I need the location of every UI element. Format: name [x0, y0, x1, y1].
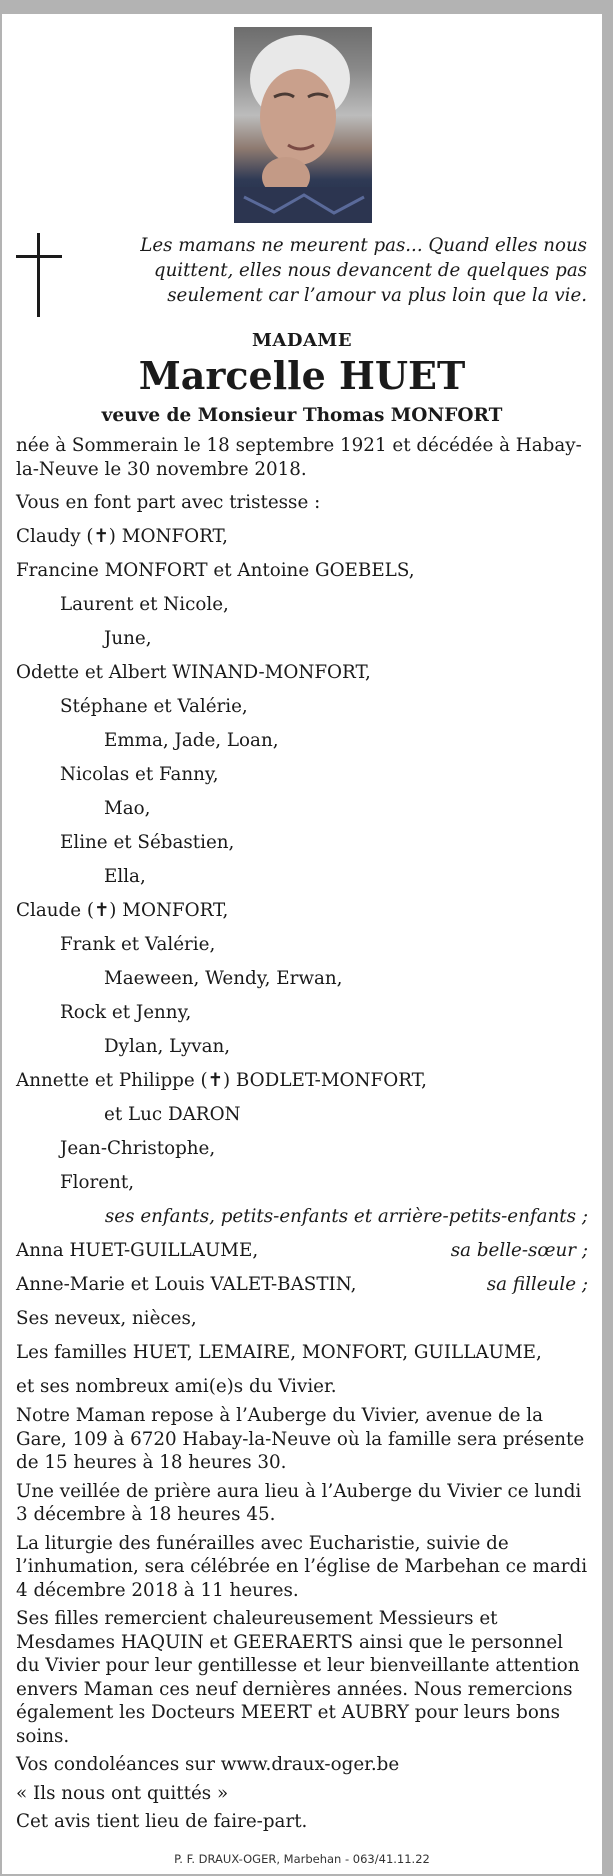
family-line: Claude (✝) MONFORT, [16, 900, 229, 921]
paragraph-thanks: Ses filles remercient chaleureusement Messieurs et Mesdames HAQUIN et GEERAERTS ainsi que le personnel du Vivier pour leur gentillesse et leur bienveillante attention envers Maman ces neuf dernières années. Nous remercions également les Docteurs MEERT et AUBRY pour leurs bons soins. [16, 1608, 580, 1747]
family-line: June, [104, 628, 152, 649]
relation-name: Anne-Marie et Louis VALET-BASTIN, [16, 1274, 357, 1295]
family-line: Emma, Jade, Loan, [104, 730, 279, 751]
birth-death-text: née à Sommerain le 18 septembre 1921 et décédée à Habay-la-Neuve le 30 novembre 2018. [16, 435, 582, 480]
others-line: et ses nombreux ami(e)s du Vivier. [16, 1376, 337, 1397]
family-line: Maeween, Wendy, Erwan, [104, 968, 343, 989]
family-line: Annette et Philippe (✝) BODLET-MONFORT, [16, 1070, 427, 1091]
family-line: Eline et Sébastien, [60, 832, 235, 853]
quote-line: Les mamans ne meurent pas... Quand elles nous [140, 235, 587, 256]
relation-row [16, 1234, 588, 1268]
cross-icon [16, 233, 62, 317]
family-line: Francine MONFORT et Antoine GOEBELS, [16, 560, 415, 581]
portrait-photo [234, 27, 372, 223]
quote-line: quittent, elles nous devancent de quelques pas [153, 260, 587, 281]
others-line: Les familles HUET, LEMAIRE, MONFORT, GUILLAUME, [16, 1342, 542, 1363]
family-line: Rock et Jenny, [60, 1002, 192, 1023]
obituary-body [16, 434, 588, 1834]
family-line: Florent, [60, 1172, 135, 1193]
announce-text: Vous en font part avec tristesse : [16, 492, 321, 513]
family-line: Claudy (✝) MONFORT, [16, 526, 228, 547]
others-line: Ses neveux, nièces, [16, 1308, 197, 1329]
family-line: et Luc DARON [104, 1104, 241, 1125]
family-line: Jean-Christophe, [60, 1138, 216, 1159]
descendants-line: ses enfants, petits-enfants et arrière-petits-enfants ; [104, 1206, 588, 1227]
funeral-home-footer: P. F. DRAUX-OGER, Marbehan - 063/41.11.22 [174, 1852, 430, 1866]
widow-of: veuve de Monsieur Thomas MONFORT [101, 405, 503, 426]
epitaph-quote [132, 233, 587, 308]
deceased-name: Marcelle HUET [138, 353, 466, 398]
family-line: Laurent et Nicole, [60, 594, 229, 615]
condolences-link[interactable]: Vos condoléances sur www.draux-oger.be [16, 1754, 400, 1775]
family-line: Stéphane et Valérie, [60, 696, 248, 717]
family-line: Odette et Albert WINAND-MONFORT, [16, 662, 371, 683]
paragraph-quote: « Ils nous ont quittés » [16, 1782, 229, 1804]
relation-role: sa filleule ; [486, 1274, 588, 1295]
family-line: Mao, [104, 798, 151, 819]
honorific: MADAME [251, 330, 353, 351]
obituary-page [2, 14, 602, 1874]
paragraph-funeral: La liturgie des funérailles avec Eucharistie, suivie de l’inhumation, sera célébrée en l’église de Marbehan ce mardi 4 décembre 2018 à 11 heures. [16, 1532, 588, 1601]
family-line: Dylan, Lyvan, [104, 1036, 231, 1057]
relation-row [16, 1268, 588, 1302]
family-list [16, 520, 588, 1200]
family-line: Frank et Valérie, [60, 934, 216, 955]
relation-role: sa belle-sœur ; [450, 1240, 588, 1261]
paragraph-visitation: Notre Maman repose à l’Auberge du Vivier, avenue de la Gare, 109 à 6720 Habay-la-Neuve où la famille sera présente de 15 heures à 18 heures 30. [16, 1405, 585, 1473]
family-line: Nicolas et Fanny, [60, 764, 219, 785]
family-line: Ella, [104, 866, 146, 887]
paragraph-vigil: Une veillée de prière aura lieu à l’Auberge du Vivier ce lundi 3 décembre à 18 heures 45. [16, 1480, 582, 1525]
relation-name: Anna HUET-GUILLAUME, [16, 1240, 259, 1261]
paragraph-notice: Cet avis tient lieu de faire-part. [16, 1811, 308, 1832]
quote-line: seulement car l’amour va plus loin que la vie. [167, 285, 587, 306]
